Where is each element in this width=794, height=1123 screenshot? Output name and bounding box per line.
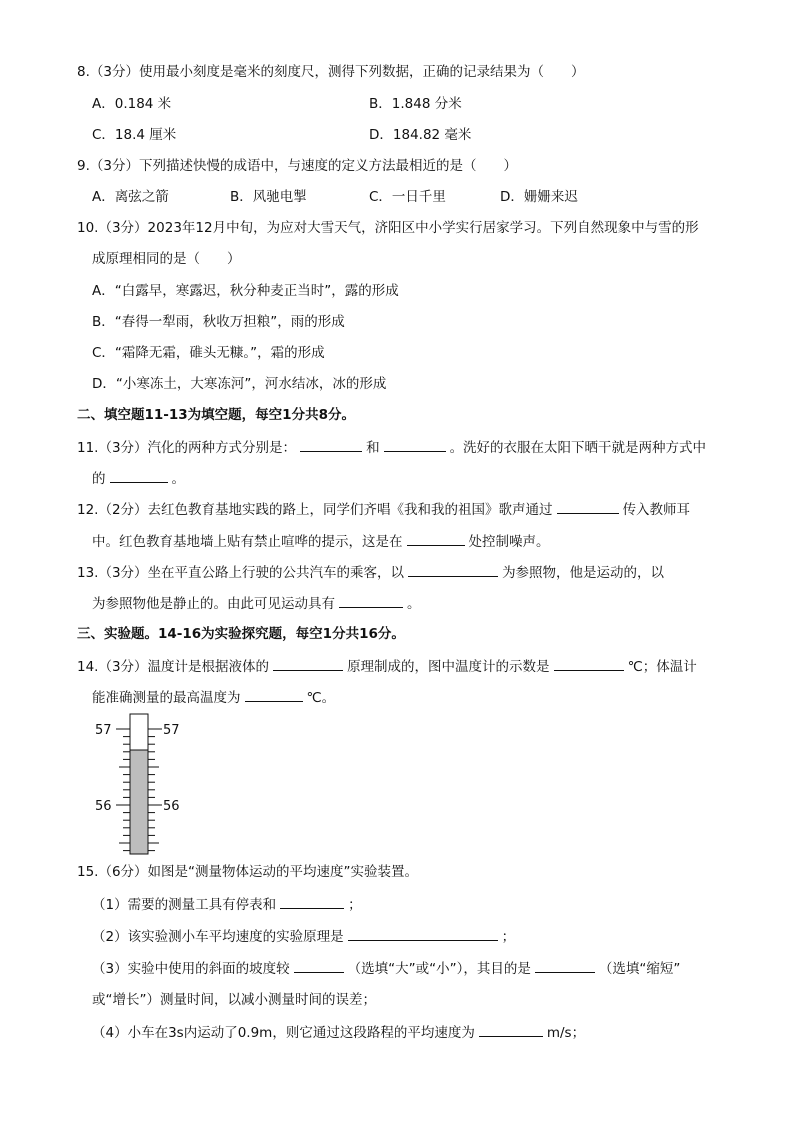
q14-line2 xyxy=(92,687,335,708)
q12-text-4: 处控制噪声。 xyxy=(468,534,550,550)
answer-blank[interactable] xyxy=(339,593,403,608)
q14-text-4: 能准确测量的最高温度为 xyxy=(92,690,241,706)
q10-option-b: B．“春得一犁雨，秋收万担粮”，雨的形成 xyxy=(92,314,345,330)
q11-text-2: 和 xyxy=(366,440,380,456)
q13-line2 xyxy=(92,593,421,614)
q14-text-5: ℃。 xyxy=(306,690,336,706)
q12-text-2: 传入教师耳 xyxy=(622,502,691,518)
q12-text-3: 中。红色教育基地墙上贴有禁止喧哗的提示，这是在 xyxy=(92,534,403,550)
q9-option-a: A．离弦之箭 xyxy=(92,189,169,205)
q14-text-1: 14.（3分）温度计是根据液体的 xyxy=(77,659,270,675)
q13-text-2: 为参照物，他是运动的，以 xyxy=(502,565,665,581)
q15-text-1b: ； xyxy=(348,897,362,913)
q14-text-3: ℃；体温计 xyxy=(627,659,697,675)
q13-text-1: 13.（3分）坐在平直公路上行驶的公共汽车的乘客，以 xyxy=(77,565,405,581)
q12-line1 xyxy=(77,499,690,520)
q15-text-3b: （选填“大”或“小”），其目的是 xyxy=(347,961,531,977)
section-heading-experiment: 三、实验题。14-16为实验探究题，每空1分共16分。 xyxy=(77,626,405,642)
q15-text-3c: （选填“缩短” xyxy=(598,961,681,977)
q10-option-a: A．“白露早，寒露迟，秋分种麦正当时”，露的形成 xyxy=(92,283,399,299)
answer-blank[interactable] xyxy=(110,468,168,483)
answer-blank[interactable] xyxy=(479,1022,543,1037)
q15-text-4b: m/s； xyxy=(546,1025,586,1041)
q8-option-c: C．18.4 厘米 xyxy=(92,127,177,143)
q13-line1 xyxy=(77,562,664,583)
thermometer-scale xyxy=(116,714,162,854)
q9-option-b: B．风驰电掣 xyxy=(230,189,307,205)
q11-text-4: 的 xyxy=(92,471,106,487)
q15-sub3-line1 xyxy=(92,958,680,979)
q15-text-3a: （3）实验中使用的斜面的坡度较 xyxy=(92,961,290,977)
q10-stem-line1: 10.（3分）2023年12月中旬，为应对大雪天气，济阳区中小学实行居家学习。下列自然现象中与雪的形 xyxy=(77,220,699,236)
q13-text-3: 为参照物他是静止的。由此可见运动具有 xyxy=(92,596,335,612)
q9-option-d: D．姗姗来迟 xyxy=(500,189,578,205)
section-heading-fill-in: 二、填空题11-13为填空题，每空1分共8分。 xyxy=(77,407,355,423)
q8-stem: 8.（3分）使用最小刻度是毫米的刻度尺，测得下列数据，正确的记录结果为（ ） xyxy=(77,64,585,80)
thermometer-label-56-left: 56 xyxy=(95,799,112,814)
answer-blank[interactable] xyxy=(294,958,344,973)
q11-line1 xyxy=(77,437,706,458)
q15-sub4 xyxy=(92,1022,585,1043)
q12-text-1: 12.（2分）去红色教育基地实践的路上，同学们齐唱《我和我的祖国》歌声通过 xyxy=(77,502,553,518)
q11-line2 xyxy=(92,468,185,489)
q15-sub1 xyxy=(92,894,362,915)
q15-text-2a: （2）该实验测小车平均速度的实验原理是 xyxy=(92,929,344,945)
answer-blank[interactable] xyxy=(280,894,344,909)
q11-text-1: 11.（3分）汽化的两种方式分别是： xyxy=(77,440,297,456)
q12-line2 xyxy=(92,531,550,552)
answer-blank[interactable] xyxy=(554,656,624,671)
q10-option-c: C．“霜降无霜，碓头无糠。”，霜的形成 xyxy=(92,345,325,361)
q14-text-2: 原理制成的，图中温度计的示数是 xyxy=(347,659,550,675)
q8-option-d: D．184.82 毫米 xyxy=(369,127,472,143)
answer-blank[interactable] xyxy=(535,958,595,973)
q8-option-b: B．1.848 分米 xyxy=(369,96,462,112)
q10-stem-line2: 成原理相同的是（ ） xyxy=(92,251,241,267)
q15-sub3-line2: 或“增长”）测量时间，以减小测量时间的误差； xyxy=(92,992,376,1008)
q15-text-2b: ； xyxy=(501,929,516,945)
answer-blank[interactable] xyxy=(245,687,303,702)
answer-blank[interactable] xyxy=(407,531,465,546)
answer-blank[interactable] xyxy=(408,562,498,577)
answer-blank[interactable] xyxy=(273,656,343,671)
thermometer-liquid xyxy=(130,750,148,854)
q11-text-5: 。 xyxy=(171,471,185,487)
q9-option-c: C．一日千里 xyxy=(369,189,446,205)
answer-blank[interactable] xyxy=(300,437,362,452)
q15-stem: 15.（6分）如图是“测量物体运动的平均速度”实验装置。 xyxy=(77,864,419,880)
q13-text-4: 。 xyxy=(407,596,421,612)
q10-option-d: D．“小寒冻土，大寒冻河”，河水结冰，冰的形成 xyxy=(92,376,387,392)
thermometer-label-57-right: 57 xyxy=(163,723,180,738)
q11-text-3: 。洗好的衣服在太阳下晒干就是两种方式中 xyxy=(449,440,707,456)
q9-stem: 9.（3分）下列描述快慢的成语中，与速度的定义方法最相近的是（ ） xyxy=(77,158,517,174)
q14-line1 xyxy=(77,656,697,677)
answer-blank[interactable] xyxy=(557,499,619,514)
answer-blank[interactable] xyxy=(384,437,446,452)
answer-blank[interactable] xyxy=(348,926,498,941)
q15-text-1a: （1）需要的测量工具有停表和 xyxy=(92,897,277,913)
q15-sub2 xyxy=(92,926,515,947)
thermometer-figure xyxy=(90,712,210,857)
thermometer-label-57-left: 57 xyxy=(95,723,112,738)
q15-text-4a: （4）小车在3s内运动了0.9m，则它通过这段路程的平均速度为 xyxy=(92,1025,475,1041)
thermometer-label-56-right: 56 xyxy=(163,799,180,814)
q8-option-a: A．0.184 米 xyxy=(92,96,172,112)
